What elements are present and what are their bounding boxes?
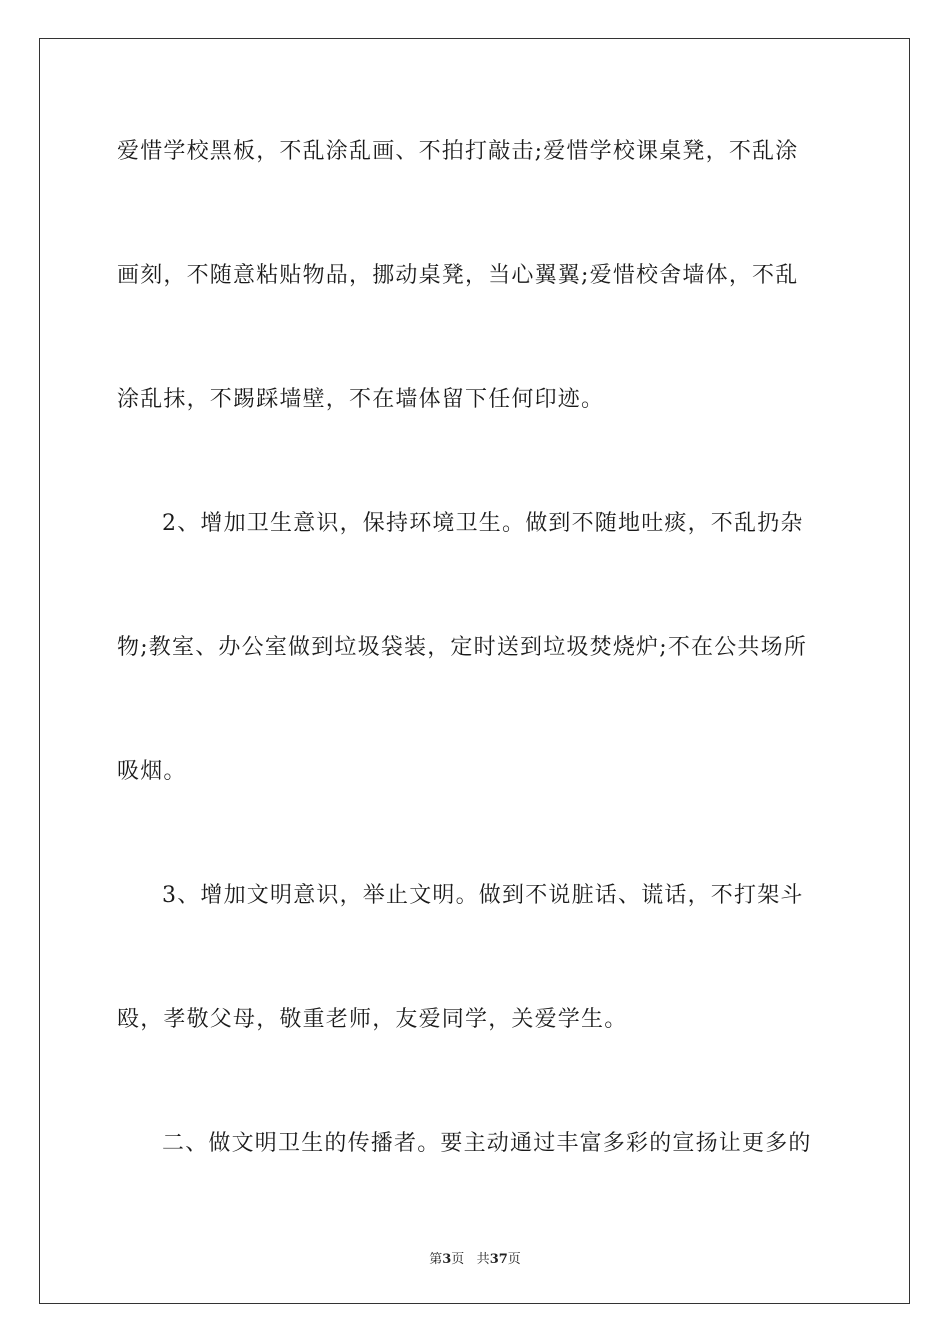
body-line-5: 物;教室、办公室做到垃圾袋装，定时送到垃圾焚烧炉;不在公共场所 (117, 635, 808, 660)
body-line-8: 殴，孝敬父母，敬重老师，友爱同学，关爱学生。 (117, 1007, 628, 1032)
body-line-1: 爱惜学校黑板，不乱涂乱画、不拍打敲击;爱惜学校课桌凳，不乱涂 (117, 139, 799, 164)
footer-page-prefix: 第 (429, 1252, 443, 1267)
footer-page-number: 3 (442, 1252, 452, 1267)
body-line-3: 涂乱抹，不踢踩墙壁，不在墙体留下任何印迹。 (117, 387, 605, 412)
footer-total-suffix: 页 (507, 1252, 521, 1267)
body-line-4: 2、增加卫生意识，保持环境卫生。做到不随地吐痰，不乱扔杂 (162, 511, 804, 536)
body-line-2: 画刻，不随意粘贴物品，挪动桌凳，当心翼翼;爱惜校舍墙体，不乱 (117, 263, 799, 288)
footer-total-prefix: 共 (476, 1252, 490, 1267)
footer-page-suffix: 页 (451, 1252, 465, 1267)
footer-total-pages: 37 (489, 1252, 508, 1267)
body-line-7: 3、增加文明意识，举止文明。做到不说脏话、谎话，不打架斗 (162, 883, 804, 908)
body-line-6: 吸烟。 (117, 759, 187, 784)
page-footer (0, 1248, 950, 1267)
body-line-9: 二、做文明卫生的传播者。要主动通过丰富多彩的宣扬让更多的 (162, 1131, 812, 1156)
page-border (39, 38, 910, 1304)
